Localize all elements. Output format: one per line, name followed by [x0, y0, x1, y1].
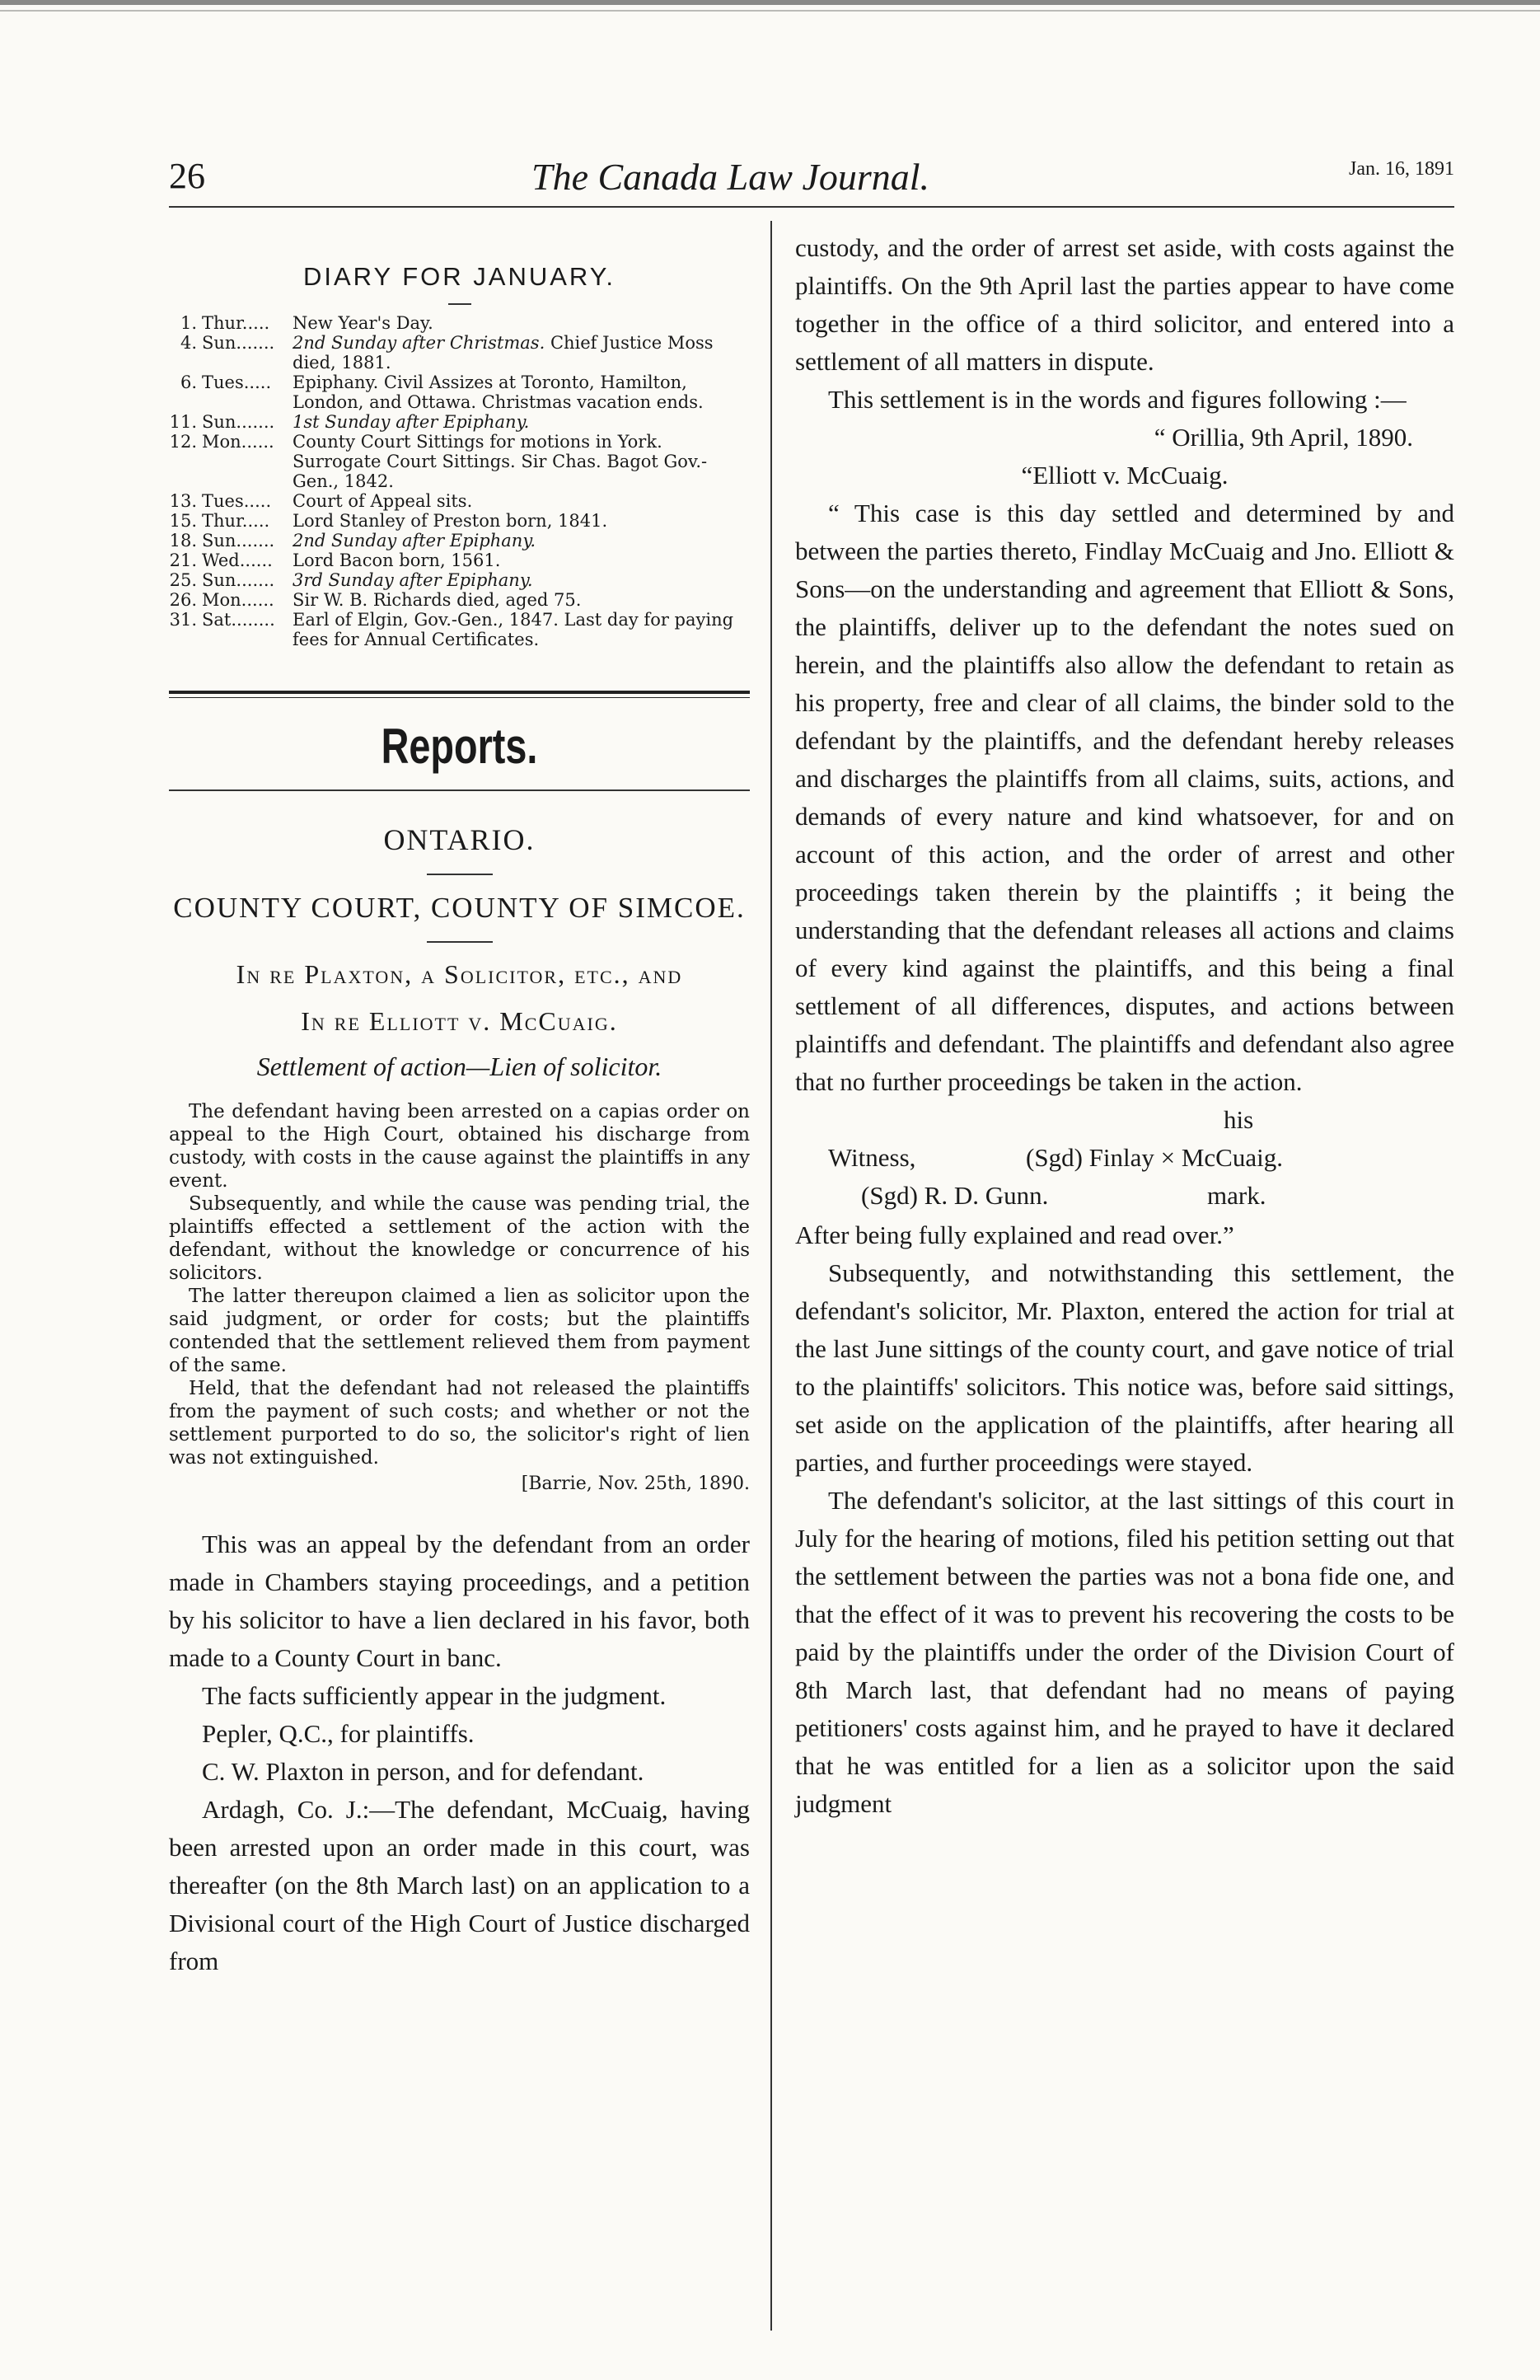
header-rule [169, 206, 1454, 208]
diary-event-italic: 3rd Sunday after Epiphany. [293, 570, 533, 590]
body-paragraph: The facts sufficiently appear in the judgment. [202, 1681, 667, 1710]
diary-day-number: 15. [169, 511, 197, 531]
diary-event [293, 313, 750, 333]
diary-weekday: Sun....... [202, 412, 275, 432]
diary-day-number: 11. [169, 412, 197, 432]
diary-event-text: Lord Stanley of Preston born, 1841. [293, 511, 608, 531]
diary-title: DIARY FOR JANUARY. [302, 262, 616, 291]
diary-event-text: Lord Bacon born, 1561. [293, 550, 501, 570]
signature-gunn: (Sgd) R. D. Gunn. [861, 1181, 1049, 1210]
diary-weekday: Sun....... [202, 570, 275, 590]
headnote-paragraph: Subsequently, and while the cause was pending trial, the plaintiffs effected a settlement of the action with the defendant, without the knowledge or concurrence of his solicitors. [169, 1193, 750, 1284]
headnote-paragraph: The latter thereupon claimed a lien as solicitor upon the said judgment, or order for costs; but the plaintiffs contended that the settlement relieved them from payment of the same. [169, 1286, 750, 1376]
signature-his: his [1224, 1105, 1254, 1134]
diary-entry [169, 313, 750, 333]
diary-weekday: Thur..... [202, 511, 270, 531]
diary-event-italic: 2nd Sunday after Epiphany. [293, 531, 536, 550]
running-header [169, 155, 1454, 213]
headnote-paragraph: The defendant having been arrested on a capias order on appeal to the High Court, obtained his discharge from custody, with costs in the cause against the plaintiffs in any event. [169, 1101, 750, 1192]
diary-day-number: 6. [180, 372, 197, 392]
body-paragraph: Subsequently, and notwithstanding this settlement, the defendant's solicitor, Mr. Plaxton, entered the action for trial at the last June sittings of the county court, and gave notice of trial to the plaintiffs' solicitors. This notice was, before said sittings, set aside on the application of the plaintiffs, after hearing all parties, and further proceedings were stayed. [795, 1258, 1454, 1477]
reports-heading: Reports. [381, 719, 538, 774]
counsel-line: Pepler, Q.C., for plaintiffs. [202, 1719, 475, 1748]
diary-weekday: Mon...... [202, 432, 274, 452]
signature-mark: mark. [1207, 1181, 1266, 1210]
diary-event-italic: 2nd Sunday after Christmas. [293, 333, 545, 353]
case-title-line-1: In re Plaxton, a Solicitor, etc., and [236, 959, 683, 989]
diary-weekday: Wed...... [202, 550, 273, 570]
diary-weekday: Tues..... [202, 372, 272, 392]
left-column [169, 247, 750, 1980]
diary-event [293, 531, 750, 550]
diary-event [293, 432, 750, 491]
signature-block [795, 1101, 1454, 1216]
diary-day-number: 4. [180, 333, 197, 353]
headnote [169, 1100, 750, 1496]
double-rule [169, 691, 750, 698]
diary-entry [169, 610, 750, 649]
diary-weekday: Sun....... [202, 333, 275, 353]
diary-weekday: Sat........ [202, 610, 275, 630]
diary-day-number: 31. [169, 610, 197, 630]
diary-event-text: Epiphany. Civil Assizes at Toronto, Hamilton, London, and Ottawa. Christmas vacation ends. [293, 372, 704, 412]
body-paragraph: The defendant's solicitor, at the last sittings of this court in July for the hearing of motions, filed his petition setting out that the settlement between the parties was not a bona fide one, and that the effect of it was to prevent his recovering the costs to be paid by the plaintiffs under the order of the Division Court of 8th March last, that defendant had no means of paying petitioners' costs against him, and he prayed to have it declared that he was entitled for a lien as a solicitor upon the said judgment [795, 1486, 1454, 1818]
body-paragraph: custody, and the order of arrest set aside, with costs against the plaintiffs. On the 9th April last the parties appear to have come together in the office of a third solicitor, and entered into a settlement of all matters in dispute. [795, 233, 1454, 376]
diary-entry [169, 372, 750, 412]
diary-event [293, 511, 750, 531]
diary-event [293, 610, 750, 649]
diary-event [293, 412, 750, 432]
diary-weekday: Mon...... [202, 590, 274, 610]
right-column [795, 229, 1454, 1823]
diary-entry [169, 570, 750, 590]
diary-entry [169, 491, 750, 511]
issue-date: Jan. 16, 1891 [1349, 158, 1454, 180]
diary-day-number: 25. [169, 570, 197, 590]
body-paragraph: Ardagh, Co. J.:—The defendant, McCuaig, having been arrested upon an order made in this court, was thereafter (on the 8th March last) on an application to a Divisional court of the High Court of Justice discharged from [169, 1795, 750, 1975]
settlement-case-name: “Elliott v. McCuaig. [1021, 461, 1229, 490]
diary-entry [169, 333, 750, 372]
diary-weekday: Sun....... [202, 531, 275, 550]
diary-entry [169, 432, 750, 491]
body-paragraph: This settlement is in the words and figures following :— [828, 385, 1407, 414]
diary-day-number: 12. [169, 432, 197, 452]
diary-event-text: Earl of Elgin, Gov.-Gen., 1847. Last day for paying fees for Annual Certificates. [293, 610, 734, 649]
diary-event [293, 550, 750, 570]
case-subject: Settlement of action—Lien of solicitor. [256, 1052, 662, 1081]
diary-event-text: Sir W. B. Richards died, aged 75. [293, 590, 582, 610]
diary-event [293, 590, 750, 610]
settlement-text: “ This case is this day settled and determined by and between the parties thereto, Findlay McCuaig and Jno. Elliott & Sons—on the understanding and agreement that Elliott & Sons, the plaintiffs, deliver up to the defendant the notes sued on herein, and the plaintiffs also allow the defendant to retain as his property, free and clear of all claims, the binder sold to the defendant by the plaintiffs, and the defendant hereby releases and discharges the plaintiffs from all claims, suits, actions, and demands of every nature and kind whatsoever, for and on account of this action, and the order of arrest and other proceedings taken therein by the plaintiffs ; it being the understanding that the defendant releases all actions and claims of every kind against the plaintiffs, and this being a final settlement of all differences, disputes, and actions between plaintiffs and defendant. The plaintiffs and defendant also agree that no further proceedings be taken in the action. [795, 499, 1454, 1096]
divider [427, 941, 493, 943]
province-heading: ONTARIO. [383, 823, 536, 856]
diary-event-text: County Court Sittings for motions in York. Surrogate Court Sittings. Sir Chas. Bagot Gov.-Gen., 1842. [293, 432, 708, 491]
diary-event [293, 372, 750, 412]
diary-day-number: 13. [169, 491, 197, 511]
diary-entry [169, 412, 750, 432]
diary-entry [169, 550, 750, 570]
left-body-text [169, 1525, 750, 1980]
court-heading: COUNTY COURT, COUNTY OF SIMCOE. [173, 892, 746, 924]
case-title-line-2: In re Elliott v. McCuaig. [301, 1006, 618, 1036]
diary-day-number: 21. [169, 550, 197, 570]
diary-event-text: Court of Appeal sits. [293, 491, 473, 511]
settlement-place-date: “ Orillia, 9th April, 1890. [1154, 423, 1413, 452]
diary-list [169, 313, 750, 649]
diary-weekday: Tues..... [202, 491, 272, 511]
body-paragraph: This was an appeal by the defendant from an order made in Chambers staying proceedings, and a petition by his solicitor to have a lien declared in his favor, both made to a County Court in banc. [169, 1530, 750, 1672]
diary-event-text: Chief Justice Moss died, 1881. [293, 333, 714, 372]
journal-title: The Canada Law Journal. [531, 156, 930, 198]
diary-entry [169, 531, 750, 550]
diary-event-text: New Year's Day. [293, 313, 433, 333]
divider [427, 874, 493, 875]
diary-event-italic: 1st Sunday after Epiphany. [293, 412, 530, 432]
divider [448, 303, 471, 305]
journal-page [144, 0, 1454, 2380]
settlement-closing: After being fully explained and read over.” [795, 1220, 1234, 1249]
diary-day-number: 26. [169, 590, 197, 610]
diary-weekday: Thur..... [202, 313, 270, 333]
diary-entry [169, 511, 750, 531]
counsel-line: C. W. Plaxton in person, and for defendant. [202, 1757, 644, 1786]
diary-event [293, 570, 750, 590]
diary-day-number: 18. [169, 531, 197, 550]
headnote-paragraph: Held, that the defendant had not released the plaintiffs from the payment of such costs; and whether or not the settlement purported to do so, the solicitor's right of lien was not extinguished. [169, 1378, 750, 1469]
diary-event [293, 491, 750, 511]
section-rule [169, 789, 750, 791]
column-divider [770, 221, 772, 2331]
diary-entry [169, 590, 750, 610]
diary-day-number: 1. [180, 313, 197, 333]
diary-event [293, 333, 750, 372]
page-number: 26 [169, 156, 205, 196]
signature-finlay: (Sgd) Finlay × McCuaig. [1026, 1143, 1283, 1172]
headnote-date: [Barrie, Nov. 25th, 1890. [521, 1473, 750, 1494]
signature-witness: Witness, [828, 1143, 916, 1172]
